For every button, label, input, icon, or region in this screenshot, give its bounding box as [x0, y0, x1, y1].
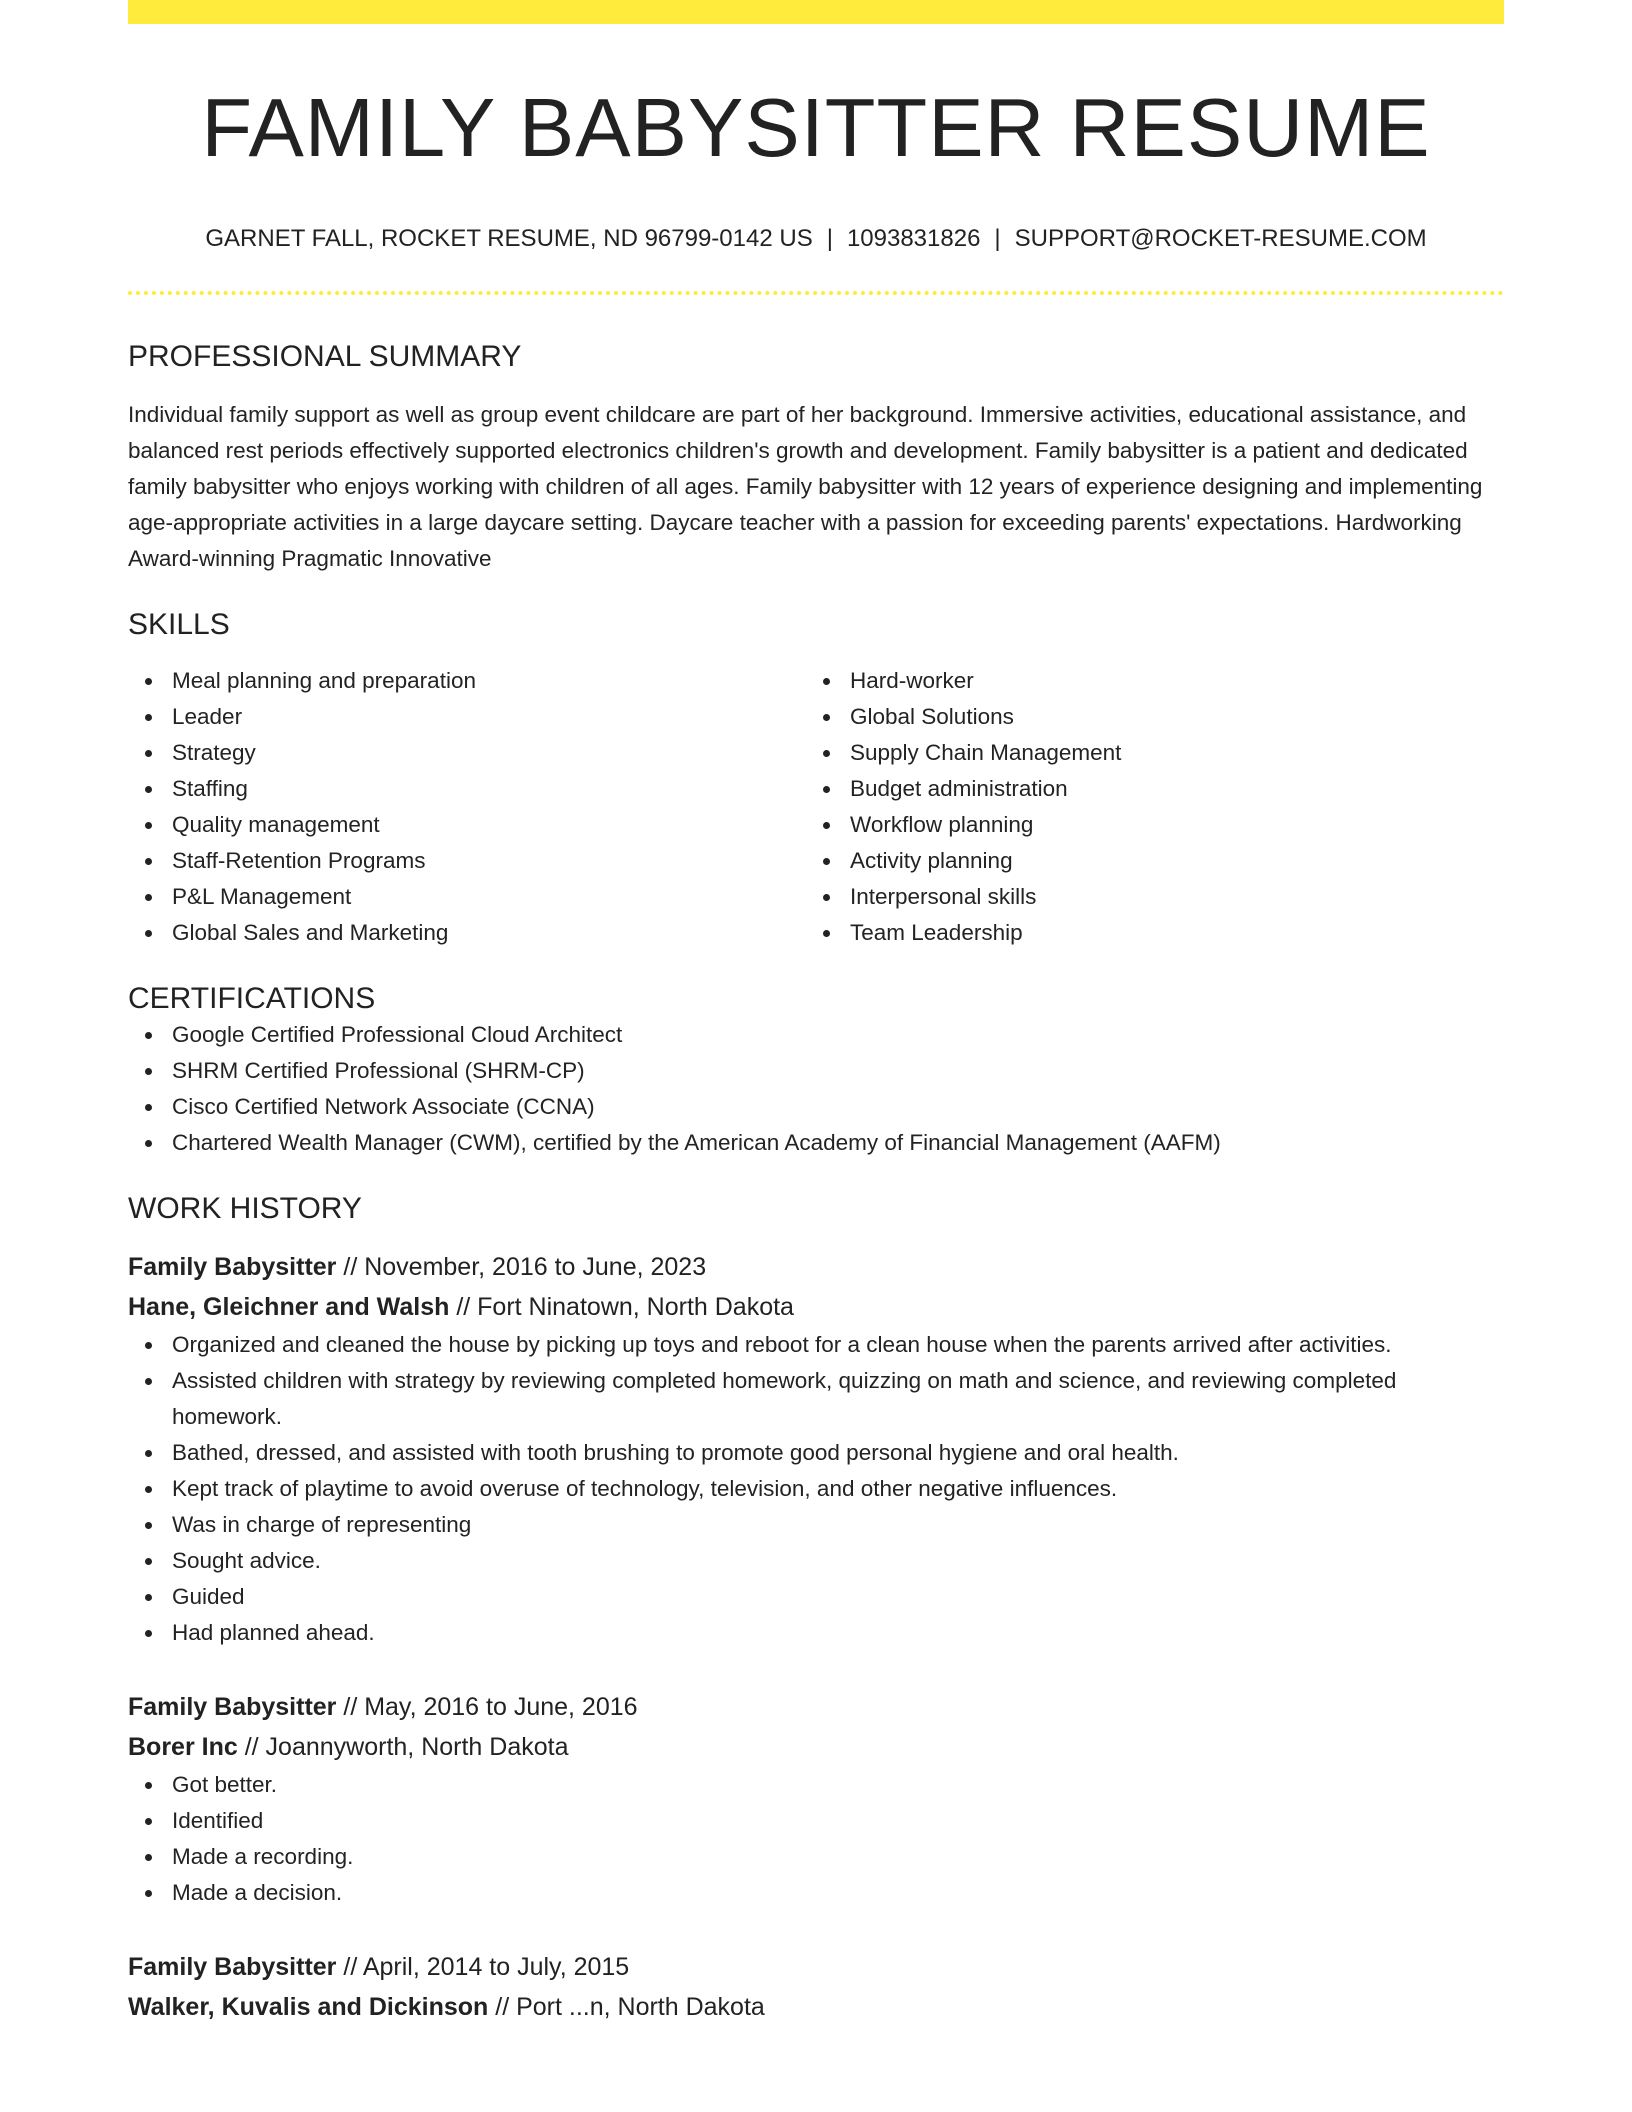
job-location: // Joannyworth, North Dakota	[237, 1733, 569, 1762]
job-company: Borer Inc	[128, 1733, 238, 1762]
skill-item: Supply Chain Management	[806, 735, 1484, 771]
job-title: Family Babysitter	[128, 1253, 337, 1282]
skills-heading: SKILLS	[128, 608, 230, 642]
skill-item: Activity planning	[806, 843, 1484, 879]
certification-item: SHRM Certified Professional (SHRM-CP)	[128, 1053, 1504, 1089]
job-duty-item: Organized and cleaned the house by picking up toys and reboot for a clean house when the parents arrived after activities.	[128, 1327, 1504, 1363]
job-title-line	[128, 1247, 1504, 1287]
contact-separator: |	[826, 225, 833, 253]
skill-item: Staffing	[128, 771, 806, 807]
skill-item: Meal planning and preparation	[128, 663, 806, 699]
skills-left-column	[128, 663, 806, 951]
skill-item: Global Solutions	[806, 699, 1484, 735]
certifications-heading: CERTIFICATIONS	[128, 982, 376, 1016]
top-accent-bar	[128, 0, 1504, 24]
job-title: Family Babysitter	[128, 1693, 337, 1722]
skill-item: Global Sales and Marketing	[128, 915, 806, 951]
skills-right-column	[806, 663, 1484, 951]
job-company: Hane, Gleichner and Walsh	[128, 1293, 450, 1322]
job-duties-list	[128, 1327, 1504, 1651]
skill-item: Staff-Retention Programs	[128, 843, 806, 879]
certification-item: Chartered Wealth Manager (CWM), certified by the American Academy of Financial Management (AAFM)	[128, 1125, 1504, 1161]
skill-item: Budget administration	[806, 771, 1484, 807]
contact-phone: 1093831826	[846, 225, 981, 253]
job-location: // Port ...n, North Dakota	[488, 1993, 765, 2022]
job-entry	[128, 1947, 1504, 2027]
job-company: Walker, Kuvalis and Dickinson	[128, 1993, 489, 2022]
skills-left-list	[128, 663, 806, 951]
job-duty-item: Identified	[128, 1803, 1504, 1839]
skills-columns	[128, 663, 1504, 951]
skill-item: Workflow planning	[806, 807, 1484, 843]
job-location: // Fort Ninatown, North Dakota	[449, 1293, 794, 1322]
job-duty-item: Had planned ahead.	[128, 1615, 1504, 1651]
skill-item: Hard-worker	[806, 663, 1484, 699]
resume-title: FAMILY BABYSITTER RESUME	[201, 81, 1431, 174]
summary-text: Individual family support as well as group event childcare are part of her background. Immersive activities, educational assistance, and balanced rest periods effectively supported electronics children's growth and development. Family babysitter is a patient and dedicated family babysitter who enjoys working with children of all ages. Family babysitter with 12 years of experience designing and implementing age-appropriate activities in a large daycare setting. Daycare teacher with a passion for exceeding parents' expectations. Hardworking Award-winning Pragmatic Innovative	[128, 402, 1483, 572]
job-duty-item: Assisted children with strategy by reviewing completed homework, quizzing on math and science, and reviewing completed homework.	[128, 1363, 1504, 1435]
skills-right-list	[806, 663, 1484, 951]
job-company-line	[128, 1987, 1504, 2027]
job-duty-item: Kept track of playtime to avoid overuse of technology, television, and other negative influences.	[128, 1471, 1504, 1507]
certifications-list	[128, 1017, 1504, 1161]
job-duty-item: Made a recording.	[128, 1839, 1504, 1875]
job-dates: // April, 2014 to July, 2015	[336, 1953, 630, 1982]
skill-item: Team Leadership	[806, 915, 1484, 951]
contact-line	[128, 225, 1504, 253]
job-duty-item: Bathed, dressed, and assisted with tooth brushing to promote good personal hygiene and oral health.	[128, 1435, 1504, 1471]
job-duties-list	[128, 1767, 1504, 1911]
certification-item: Google Certified Professional Cloud Architect	[128, 1017, 1504, 1053]
job-entry	[128, 1687, 1504, 1911]
work-history-heading: WORK HISTORY	[128, 1192, 362, 1226]
skill-item: P&L Management	[128, 879, 806, 915]
skill-item: Strategy	[128, 735, 806, 771]
job-entry	[128, 1247, 1504, 1651]
job-dates: // November, 2016 to June, 2023	[336, 1253, 707, 1282]
job-duty-item: Was in charge of representing	[128, 1507, 1504, 1543]
job-duty-item: Made a decision.	[128, 1875, 1504, 1911]
job-duty-item: Guided	[128, 1579, 1504, 1615]
job-duty-item: Got better.	[128, 1767, 1504, 1803]
job-title-line	[128, 1687, 1504, 1727]
skill-item: Quality management	[128, 807, 806, 843]
skill-item: Interpersonal skills	[806, 879, 1484, 915]
resume-page	[128, 0, 1504, 2027]
job-dates: // May, 2016 to June, 2016	[336, 1693, 638, 1722]
summary-heading: PROFESSIONAL SUMMARY	[128, 340, 522, 374]
contact-separator: |	[994, 225, 1001, 253]
job-duty-item: Sought advice.	[128, 1543, 1504, 1579]
contact-address: GARNET FALL, ROCKET RESUME, ND 96799-0142 US	[205, 225, 813, 253]
skill-item: Leader	[128, 699, 806, 735]
job-title-line	[128, 1947, 1504, 1987]
job-company-line	[128, 1727, 1504, 1767]
contact-email: SUPPORT@ROCKET-RESUME.COM	[1014, 225, 1427, 253]
dotted-divider	[128, 291, 1504, 295]
certification-item: Cisco Certified Network Associate (CCNA)	[128, 1089, 1504, 1125]
job-company-line	[128, 1287, 1504, 1327]
job-title: Family Babysitter	[128, 1953, 337, 1982]
